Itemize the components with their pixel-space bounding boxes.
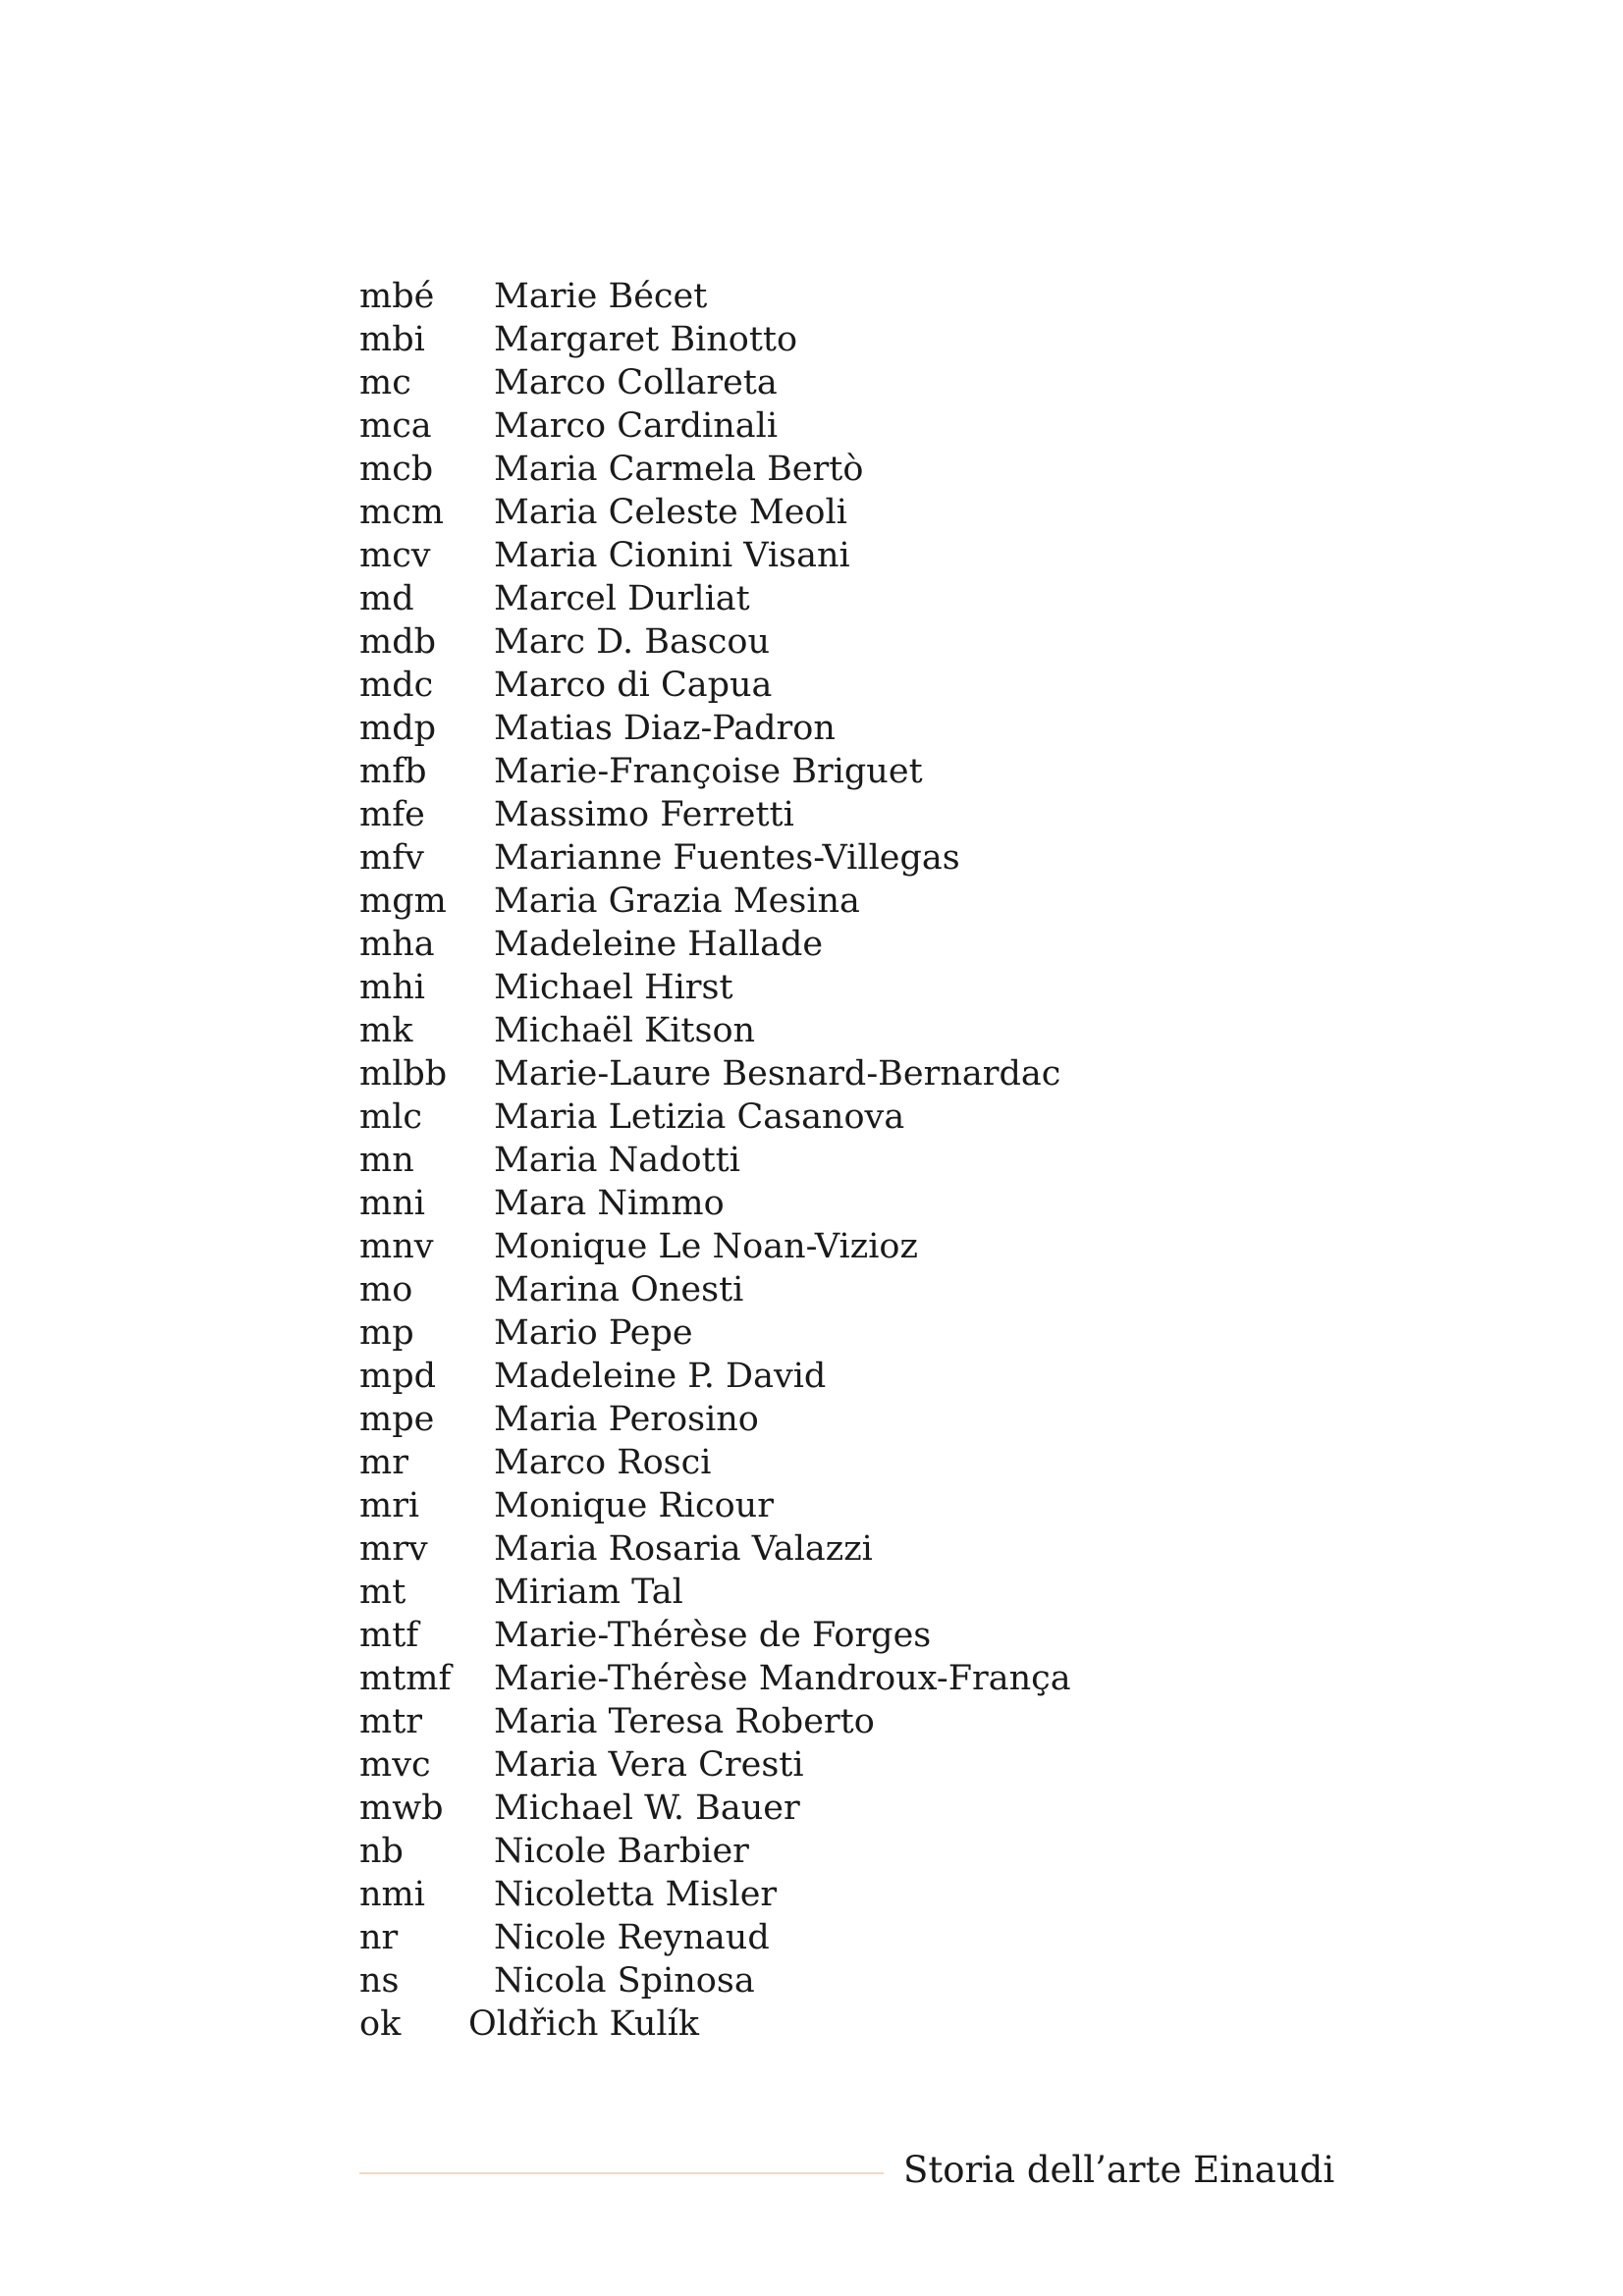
contributor-abbreviation: nmi [359,1875,425,1914]
contributor-name: Marie-Laure Besnard-Bernardac [494,1054,1061,1094]
contributor-entry [359,318,1341,361]
contributor-entry [359,1182,1341,1225]
contributor-entry [359,880,1341,923]
contributor-abbreviation: mtf [359,1616,419,1655]
contributor-abbreviation: mdb [359,622,436,662]
contributor-abbreviation: mpd [359,1357,436,1396]
contributor-name: Marie-Françoise Briguet [494,752,923,791]
contributor-abbreviation: mhi [359,968,425,1007]
contributor-name: Nicoletta Misler [494,1875,778,1914]
contributor-name: Michael W. Bauer [494,1789,800,1828]
contributor-entry [359,1700,1341,1743]
contributor-entry [359,275,1341,318]
contributor-entry [359,707,1341,750]
footer-title: Storia dell’arte Einaudi [903,2149,1335,2191]
contributor-entry [359,534,1341,577]
contributor-name: Marco Rosci [494,1443,712,1482]
contributor-abbreviation: mfv [359,838,424,878]
contributor-name: Michael Hirst [494,968,733,1007]
contributor-entry [359,1484,1341,1527]
contributor-abbreviation: mfb [359,752,427,791]
contributor-entry [359,1830,1341,1873]
contributor-entry [359,1009,1341,1052]
contributor-abbreviation: mca [359,406,432,446]
contributor-entry [359,1916,1341,1959]
contributor-name: Marcel Durliat [494,579,750,618]
contributor-name: Mara Nimmo [494,1184,725,1223]
contributor-name: Nicole Reynaud [494,1918,770,1957]
contributor-abbreviation: mri [359,1486,420,1525]
contributor-entry [359,1614,1341,1657]
contributor-abbreviation: nr [359,1918,399,1957]
contributor-entry [359,2002,1341,2046]
contributor-name: Marie-Thérèse Mandroux-França [494,1659,1071,1698]
contributor-entry [359,1052,1341,1095]
contributor-entry [359,1657,1341,1700]
contributor-name: Madeleine Hallade [494,925,824,964]
contributor-name: Marina Onesti [494,1270,744,1309]
contributor-abbreviation: mtr [359,1702,422,1741]
contributor-abbreviation: md [359,579,414,618]
contributor-name: Marco di Capua [494,666,773,705]
contributor-entry [359,923,1341,966]
contributor-abbreviation: mcm [359,493,444,532]
contributor-abbreviation: mpe [359,1400,435,1439]
contributor-abbreviation: mwb [359,1789,444,1828]
contributor-abbreviation: mt [359,1573,406,1612]
contributor-abbreviation: mc [359,363,411,402]
contributor-name: Nicola Spinosa [494,1961,755,2001]
contributor-entry [359,361,1341,404]
contributor-entry [359,1527,1341,1571]
contributor-abbreviation: mbé [359,277,435,316]
contributor-abbreviation: ns [359,1961,400,2001]
contributor-name: Maria Letizia Casanova [494,1097,905,1137]
contributor-name: Monique Ricour [494,1486,774,1525]
contributor-name: Marie Bécet [494,277,708,316]
contributor-name: Margaret Binotto [494,320,798,359]
contributor-name: Madeleine P. David [494,1357,827,1396]
contributor-entry [359,664,1341,707]
contributor-entry [359,404,1341,448]
contributor-name: Miriam Tal [494,1573,683,1612]
contributor-name: Marie-Thérèse de Forges [494,1616,932,1655]
contributor-name: Maria Teresa Roberto [494,1702,875,1741]
contributor-name: Michaël Kitson [494,1011,756,1050]
contributor-name: Maria Nadotti [494,1141,740,1180]
contributor-entry [359,750,1341,793]
contributor-abbreviation: mha [359,925,435,964]
contributor-entry [359,1139,1341,1182]
contributor-abbreviation: nb [359,1832,404,1871]
contributor-name: Mario Pepe [494,1313,693,1353]
contributor-name: Marianne Fuentes-Villegas [494,838,960,878]
contributor-abbreviation: mfe [359,795,425,834]
contributor-abbreviation: mgm [359,881,447,921]
contributor-entry [359,577,1341,620]
contributor-entry [359,1959,1341,2002]
contributor-abbreviation: mdc [359,666,434,705]
contributor-abbreviation: mdp [359,709,436,748]
contributor-name: Maria Vera Cresti [494,1745,804,1785]
contributor-abbreviation: mlc [359,1097,422,1137]
contributor-abbreviation: mr [359,1443,408,1482]
contributor-name: Nicole Barbier [494,1832,749,1871]
contributor-abbreviation: mnv [359,1227,434,1266]
contributor-abbreviation: mbi [359,320,425,359]
contributor-entry [359,1268,1341,1311]
contributor-abbreviation: mcb [359,450,434,489]
contributor-abbreviation: mo [359,1270,413,1309]
contributor-name: Matias Diaz-Padron [494,709,836,748]
footer-rule [359,2172,884,2174]
contributor-abbreviation: mvc [359,1745,431,1785]
contributor-name: Maria Grazia Mesina [494,881,860,921]
contributor-entry [359,793,1341,836]
contributor-name: Monique Le Noan-Vizioz [494,1227,918,1266]
contributor-name: Marco Cardinali [494,406,779,446]
contributor-name: Oldřich Kulík [468,2004,700,2044]
contributor-entry [359,1311,1341,1355]
contributor-entry [359,1441,1341,1484]
contributor-abbreviation: mcv [359,536,431,575]
contributor-name: Marc D. Bascou [494,622,770,662]
contributor-entry [359,620,1341,664]
contributor-name: Marco Collareta [494,363,778,402]
contributor-entry [359,1225,1341,1268]
contributor-abbreviation: mtmf [359,1659,452,1698]
contributor-name: Maria Perosino [494,1400,759,1439]
contributor-entry [359,1355,1341,1398]
contributor-list [359,275,1341,2046]
contributor-entry [359,491,1341,534]
contributor-abbreviation: ok [359,2004,402,2044]
contributor-name: Massimo Ferretti [494,795,794,834]
contributor-entry [359,966,1341,1009]
contributor-entry [359,836,1341,880]
contributor-entry [359,1743,1341,1787]
contributor-abbreviation: mn [359,1141,414,1180]
contributor-entry [359,1873,1341,1916]
contributor-abbreviation: mrv [359,1529,428,1569]
contributor-abbreviation: mk [359,1011,413,1050]
contributor-entry [359,1787,1341,1830]
contributor-name: Maria Cionini Visani [494,536,850,575]
contributor-name: Maria Carmela Bertò [494,450,864,489]
contributor-entry [359,1095,1341,1139]
contributor-entry [359,1398,1341,1441]
contributor-name: Maria Rosaria Valazzi [494,1529,873,1569]
contributor-abbreviation: mni [359,1184,425,1223]
contributor-abbreviation: mp [359,1313,414,1353]
contributor-name: Maria Celeste Meoli [494,493,847,532]
contributor-entry [359,448,1341,491]
contributor-abbreviation: mlbb [359,1054,448,1094]
contributor-entry [359,1571,1341,1614]
